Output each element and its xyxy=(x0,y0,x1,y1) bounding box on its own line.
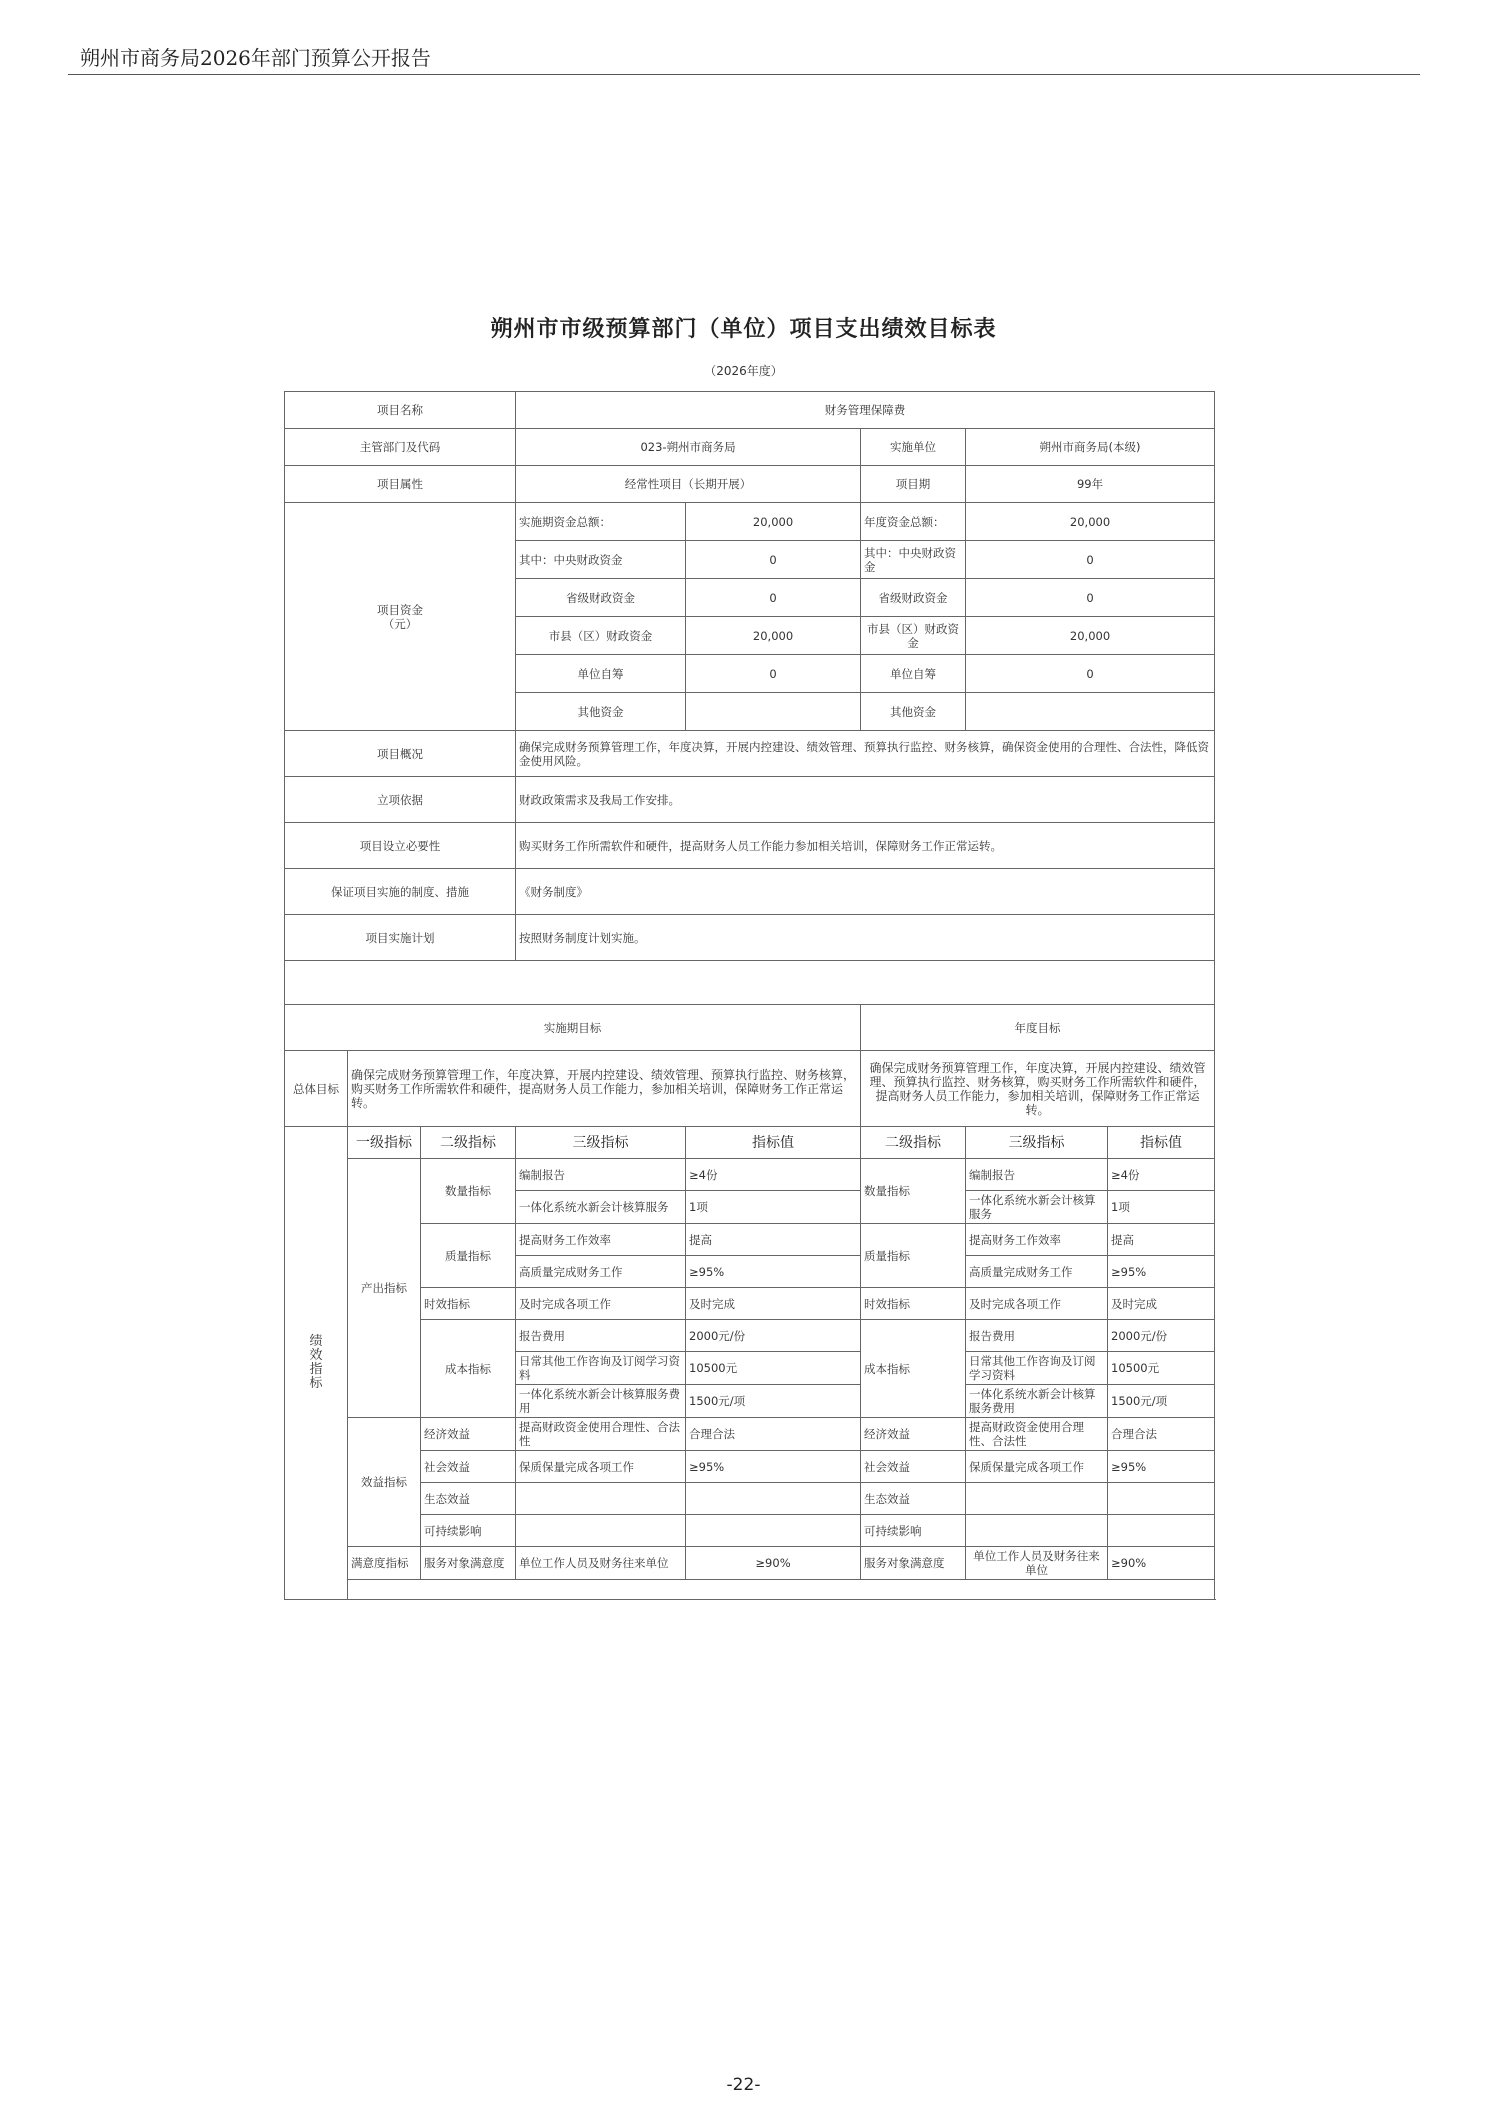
value-header-annual: 指标值 xyxy=(1108,1127,1215,1159)
period-value: 99年 xyxy=(966,466,1215,503)
level3-indicator-annual: 日常其他工作咨询及订阅学习资料 xyxy=(966,1352,1108,1385)
fund-label: 单位自筹 xyxy=(861,655,966,693)
overview-text: 确保完成财务预算管理工作，年度决算，开展内控建设、绩效管理、预算执行监控、财务核算，确保资金使用的合理性、合法性，降低资金使用风险。 xyxy=(516,731,1215,777)
level3-indicator-annual: 高质量完成财务工作 xyxy=(966,1256,1108,1288)
level3-indicator-annual xyxy=(966,1483,1108,1515)
period-goal-header: 实施期目标 xyxy=(285,1005,861,1051)
row-project-name xyxy=(285,392,1215,429)
indicator-value: 2000元/份 xyxy=(686,1320,861,1352)
indicator-value-annual: 及时完成 xyxy=(1108,1288,1215,1320)
performance-goal-table xyxy=(284,391,1215,1600)
annual-goal-header: 年度目标 xyxy=(861,1005,1215,1051)
economic-indicator-label: 经济效益 xyxy=(421,1418,516,1451)
indicator-value: 1500元/项 xyxy=(686,1385,861,1418)
indicator-value-annual: ≥90% xyxy=(1108,1547,1215,1580)
row-overall-goal xyxy=(285,1051,1215,1127)
row-system xyxy=(285,869,1215,915)
level3-indicator-annual: 报告费用 xyxy=(966,1320,1108,1352)
indicator-value: ≥4份 xyxy=(686,1159,861,1191)
unit-label: 实施单位 xyxy=(861,429,966,466)
level3-indicator: 一体化系统水新会计核算服务费用 xyxy=(516,1385,686,1418)
fund-value: 0 xyxy=(686,579,861,617)
level3-indicator: 高质量完成财务工作 xyxy=(516,1256,686,1288)
value-header: 指标值 xyxy=(686,1127,861,1159)
level3-indicator-annual: 单位工作人员及财务往来单位 xyxy=(966,1547,1108,1580)
level3-indicator-annual: 一体化系统水新会计核算服务费用 xyxy=(966,1385,1108,1418)
indicator-row xyxy=(285,1320,1215,1352)
indicator-value: ≥95% xyxy=(686,1256,861,1288)
level3-indicator-annual: 保质保量完成各项工作 xyxy=(966,1451,1108,1483)
fund-label: 其他资金 xyxy=(516,693,686,731)
level3-indicator: 提高财务工作效率 xyxy=(516,1224,686,1256)
indicator-value-annual: 合理合法 xyxy=(1108,1418,1215,1451)
indicator-value xyxy=(686,1483,861,1515)
dept-label: 主管部门及代码 xyxy=(285,429,516,466)
level1-header: 一级指标 xyxy=(348,1127,421,1159)
indicator-row xyxy=(285,1159,1215,1191)
indicator-row xyxy=(285,1515,1215,1547)
system-text: 《财务制度》 xyxy=(516,869,1215,915)
sustainable-indicator-label: 可持续影响 xyxy=(421,1515,516,1547)
social-indicator-label: 社会效益 xyxy=(421,1451,516,1483)
fund-label: 单位自筹 xyxy=(516,655,686,693)
indicator-value-annual: 1项 xyxy=(1108,1191,1215,1224)
indicator-value: ≥90% xyxy=(686,1547,861,1580)
level3-indicator: 编制报告 xyxy=(516,1159,686,1191)
period-goal-text: 确保完成财务预算管理工作，年度决算，开展内控建设、绩效管理、预算执行监控、财务核算，购买财务工作所需软件和硬件，提高财务人员工作能力，参加相关培训，保障财务工作正常运转。 xyxy=(348,1051,861,1127)
plan-label: 项目实施计划 xyxy=(285,915,516,961)
table-title: 朔州市市级预算部门（单位）项目支出绩效目标表 xyxy=(490,317,997,342)
indicator-value: 10500元 xyxy=(686,1352,861,1385)
indicator-value-annual: 1500元/项 xyxy=(1108,1385,1215,1418)
service-satisfaction-label-annual: 服务对象满意度 xyxy=(861,1547,966,1580)
indicator-row xyxy=(285,1451,1215,1483)
indicator-value-annual: ≥4份 xyxy=(1108,1159,1215,1191)
row-overview xyxy=(285,731,1215,777)
blank-cell xyxy=(285,961,1215,1005)
basis-label: 立项依据 xyxy=(285,777,516,823)
fund-label: 其他资金 xyxy=(861,693,966,731)
basis-text: 财政政策需求及我局工作安排。 xyxy=(516,777,1215,823)
indicator-side-label: 绩 效 指 标 xyxy=(285,1127,348,1600)
service-satisfaction-label: 服务对象满意度 xyxy=(421,1547,516,1580)
attr-label: 项目属性 xyxy=(285,466,516,503)
indicator-row xyxy=(285,1547,1215,1580)
row-blank xyxy=(285,961,1215,1005)
indicator-value-annual: ≥95% xyxy=(1108,1451,1215,1483)
necessity-label: 项目设立必要性 xyxy=(285,823,516,869)
fund-value: 0 xyxy=(686,541,861,579)
level3-indicator-annual: 编制报告 xyxy=(966,1159,1108,1191)
ecological-indicator-label: 生态效益 xyxy=(421,1483,516,1515)
level3-indicator xyxy=(516,1515,686,1547)
fund-value: 0 xyxy=(966,541,1215,579)
indicator-value: ≥95% xyxy=(686,1451,861,1483)
row-department xyxy=(285,429,1215,466)
fund-value: 0 xyxy=(966,655,1215,693)
level3-indicator: 一体化系统水新会计核算服务 xyxy=(516,1191,686,1224)
cost-indicator-label-annual: 成本指标 xyxy=(861,1320,966,1418)
dept-value: 023-朔州市商务局 xyxy=(516,429,861,466)
indicator-value: 及时完成 xyxy=(686,1288,861,1320)
level3-header-annual: 三级指标 xyxy=(966,1127,1108,1159)
timeliness-indicator-label-annual: 时效指标 xyxy=(861,1288,966,1320)
indicator-value-annual: 提高 xyxy=(1108,1224,1215,1256)
overview-label: 项目概况 xyxy=(285,731,516,777)
level3-indicator: 报告费用 xyxy=(516,1320,686,1352)
attr-value: 经常性项目（长期开展） xyxy=(516,466,861,503)
cost-indicator-label: 成本指标 xyxy=(421,1320,516,1418)
timeliness-indicator-label: 时效指标 xyxy=(421,1288,516,1320)
indicator-value xyxy=(686,1515,861,1547)
output-indicator-label: 产出指标 xyxy=(348,1159,421,1418)
level3-indicator: 及时完成各项工作 xyxy=(516,1288,686,1320)
indicator-value: 合理合法 xyxy=(686,1418,861,1451)
fund-label: 年度资金总额： xyxy=(861,503,966,541)
indicator-row xyxy=(285,1418,1215,1451)
fund-value: 20,000 xyxy=(966,617,1215,655)
header-divider xyxy=(68,74,1420,75)
social-indicator-label-annual: 社会效益 xyxy=(861,1451,966,1483)
level2-header: 二级指标 xyxy=(421,1127,516,1159)
sustainable-indicator-label-annual: 可持续影响 xyxy=(861,1515,966,1547)
fund-label: 省级财政资金 xyxy=(861,579,966,617)
period-label: 项目期 xyxy=(861,466,966,503)
report-header-title: 朔州市商务局2026年部门预算公开报告 xyxy=(80,46,431,70)
indicator-value-annual: 10500元 xyxy=(1108,1352,1215,1385)
level3-indicator: 提高财政资金使用合理性、合法性 xyxy=(516,1418,686,1451)
fund-value xyxy=(686,693,861,731)
indicator-value-annual xyxy=(1108,1483,1215,1515)
unit-value: 朔州市商务局(本级) xyxy=(966,429,1215,466)
indicator-row xyxy=(285,1483,1215,1515)
system-label: 保证项目实施的制度、措施 xyxy=(285,869,516,915)
fund-row xyxy=(285,503,1215,541)
project-name-value: 财务管理保障费 xyxy=(516,392,1215,429)
level3-indicator-annual: 提高财政资金使用合理性、合法性 xyxy=(966,1418,1108,1451)
fund-label: 市县（区）财政资金 xyxy=(516,617,686,655)
row-basis xyxy=(285,777,1215,823)
fund-label: 市县（区）财政资金 xyxy=(861,617,966,655)
row-attribute xyxy=(285,466,1215,503)
page-number: -22- xyxy=(726,2075,761,2095)
level3-indicator: 保质保量完成各项工作 xyxy=(516,1451,686,1483)
overall-goal-label: 总体目标 xyxy=(285,1051,348,1127)
level3-indicator-annual xyxy=(966,1515,1108,1547)
footer-blank-cell xyxy=(348,1580,1215,1600)
indicator-value-annual: ≥95% xyxy=(1108,1256,1215,1288)
quantity-indicator-label-annual: 数量指标 xyxy=(861,1159,966,1224)
level3-indicator: 日常其他工作咨询及订阅学习资料 xyxy=(516,1352,686,1385)
indicator-value: 1项 xyxy=(686,1191,861,1224)
row-necessity xyxy=(285,823,1215,869)
benefit-indicator-label: 效益指标 xyxy=(348,1418,421,1547)
row-footer-blank xyxy=(285,1580,1215,1600)
level3-indicator xyxy=(516,1483,686,1515)
level2-header-annual: 二级指标 xyxy=(861,1127,966,1159)
row-goal-headers xyxy=(285,1005,1215,1051)
project-name-label: 项目名称 xyxy=(285,392,516,429)
necessity-text: 购买财务工作所需软件和硬件，提高财务人员工作能力参加相关培训，保障财务工作正常运转。 xyxy=(516,823,1215,869)
quantity-indicator-label: 数量指标 xyxy=(421,1159,516,1224)
quality-indicator-label-annual: 质量指标 xyxy=(861,1224,966,1288)
fund-label: 其中：中央财政资金 xyxy=(516,541,686,579)
level3-indicator-annual: 提高财务工作效率 xyxy=(966,1224,1108,1256)
indicator-row xyxy=(285,1224,1215,1256)
indicator-value: 提高 xyxy=(686,1224,861,1256)
indicator-value-annual xyxy=(1108,1515,1215,1547)
fund-value: 20,000 xyxy=(686,503,861,541)
fund-label: 其中：中央财政资金 xyxy=(861,541,966,579)
economic-indicator-label-annual: 经济效益 xyxy=(861,1418,966,1451)
level3-indicator-annual: 及时完成各项工作 xyxy=(966,1288,1108,1320)
annual-goal-text: 确保完成财务预算管理工作，年度决算，开展内控建设、绩效管理、预算执行监控、财务核算，购买财务工作所需软件和硬件，提高财务人员工作能力，参加相关培训，保障财务工作正常运转。 xyxy=(861,1051,1215,1127)
fund-value: 20,000 xyxy=(686,617,861,655)
indicator-row xyxy=(285,1288,1215,1320)
fund-value xyxy=(966,693,1215,731)
indicator-value-annual: 2000元/份 xyxy=(1108,1320,1215,1352)
fund-label: 实施期资金总额： xyxy=(516,503,686,541)
plan-text: 按照财务制度计划实施。 xyxy=(516,915,1215,961)
level3-indicator: 单位工作人员及财务往来单位 xyxy=(516,1547,686,1580)
fund-value: 0 xyxy=(966,579,1215,617)
satisfaction-indicator-label: 满意度指标 xyxy=(348,1547,421,1580)
fund-value: 20,000 xyxy=(966,503,1215,541)
level3-header: 三级指标 xyxy=(516,1127,686,1159)
table-year: （2026年度） xyxy=(704,364,783,378)
fund-label: 省级财政资金 xyxy=(516,579,686,617)
level3-indicator-annual: 一体化系统水新会计核算服务 xyxy=(966,1191,1108,1224)
quality-indicator-label: 质量指标 xyxy=(421,1224,516,1288)
row-plan xyxy=(285,915,1215,961)
indicator-header-row xyxy=(285,1127,1215,1159)
fund-value: 0 xyxy=(686,655,861,693)
ecological-indicator-label-annual: 生态效益 xyxy=(861,1483,966,1515)
funds-label: 项目资金 （元） xyxy=(285,503,516,731)
